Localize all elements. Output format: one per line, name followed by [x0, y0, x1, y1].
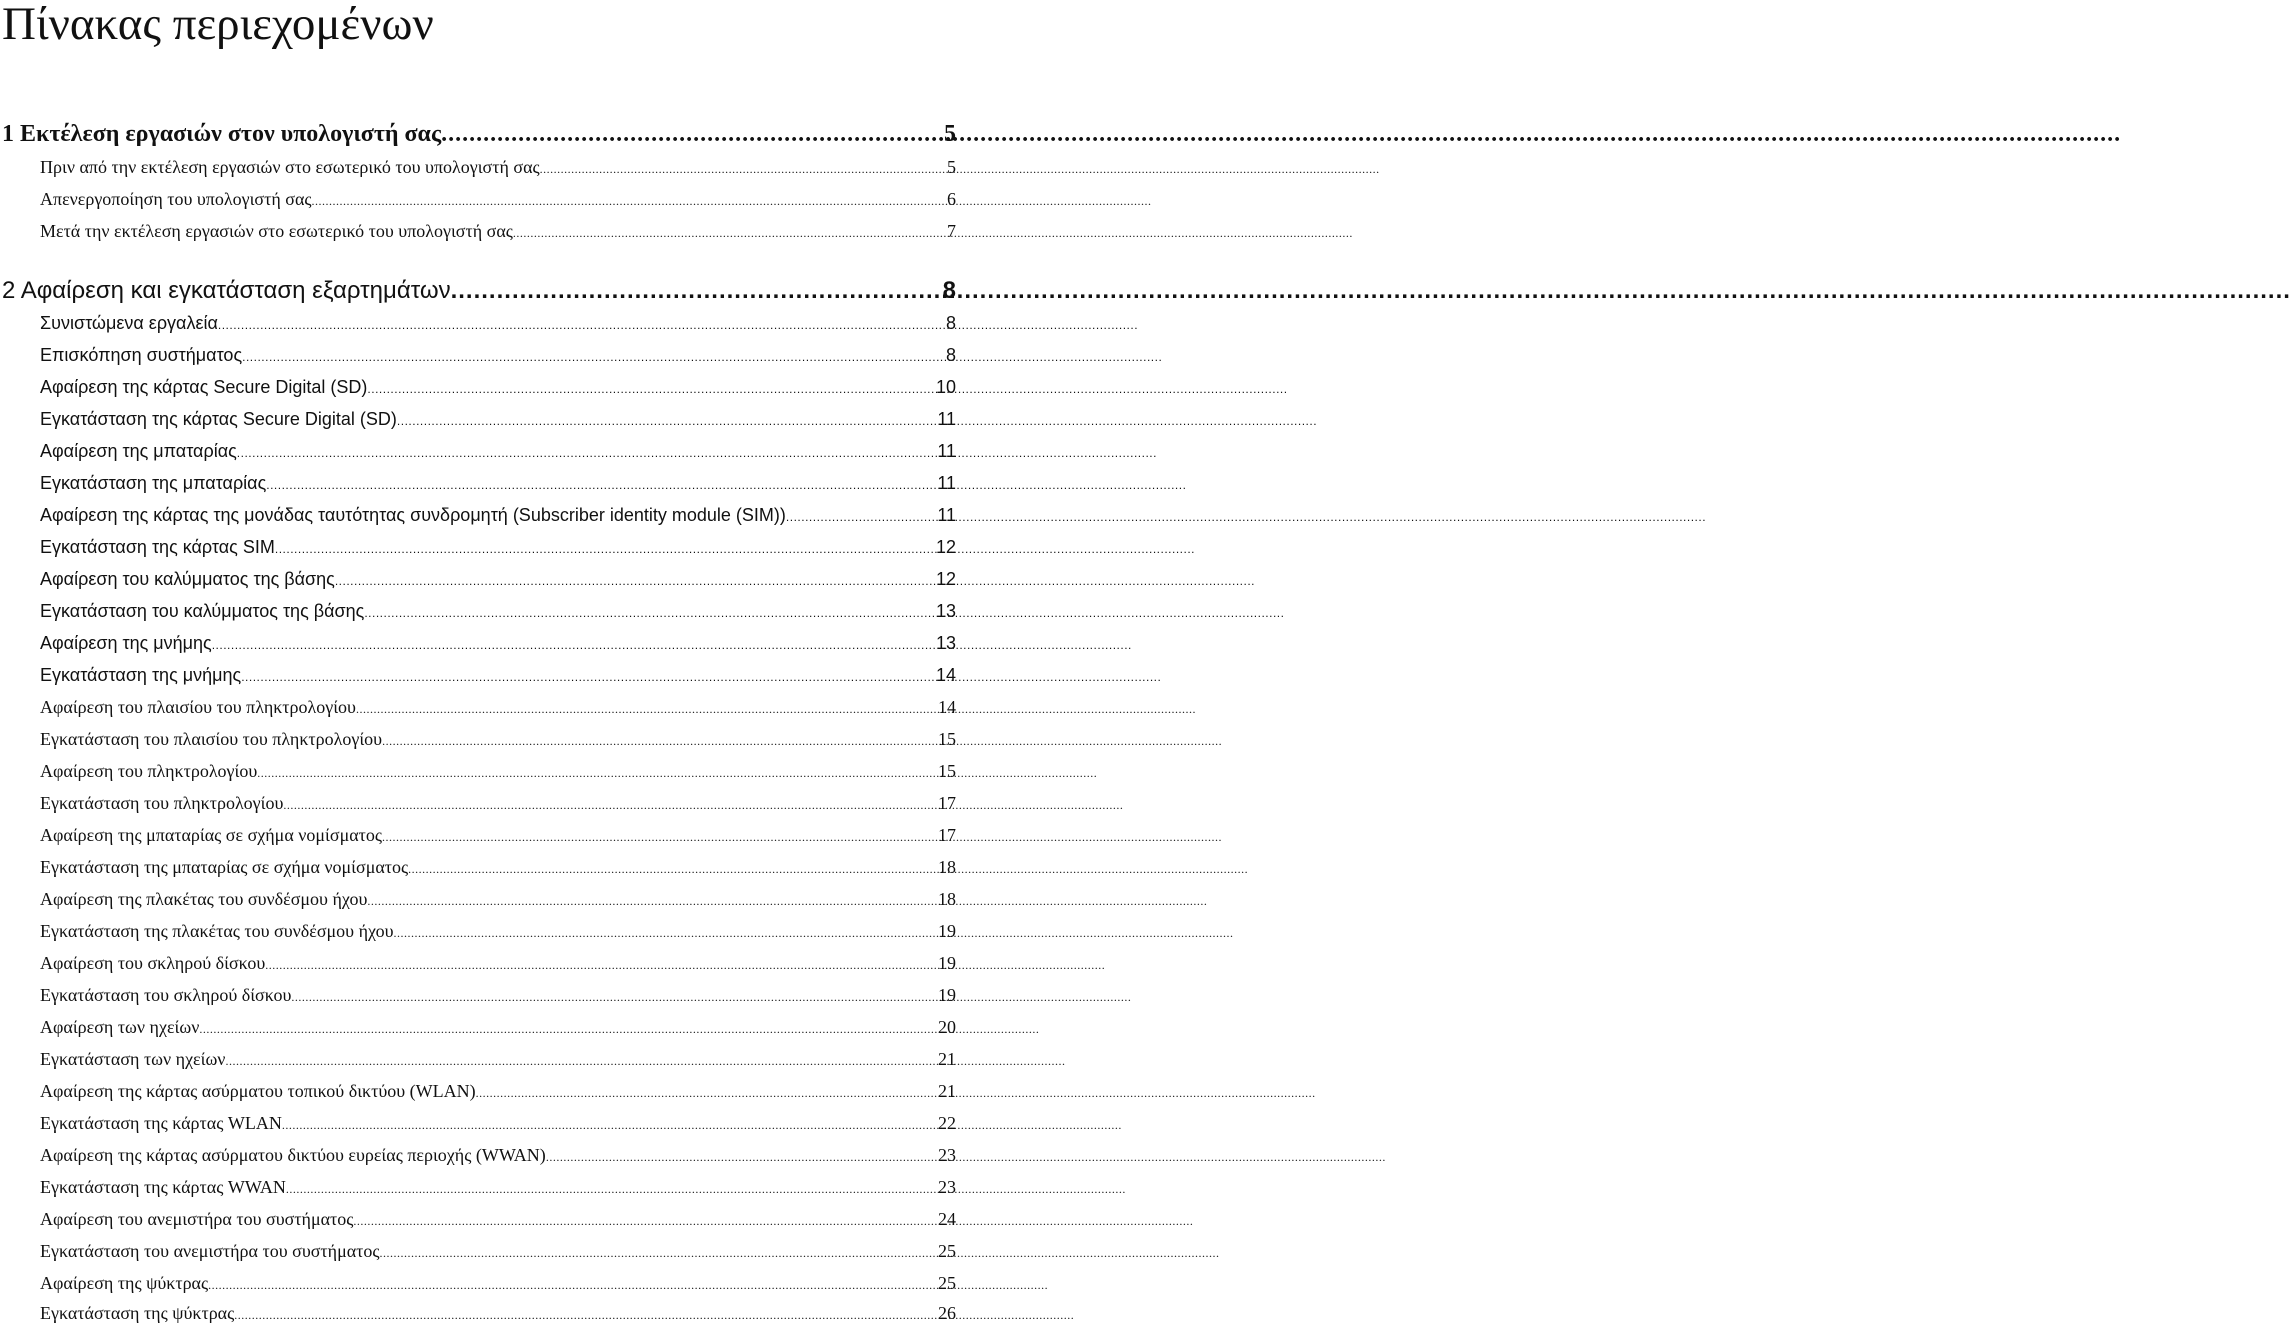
toc-page-number: 8: [945, 345, 956, 365]
toc-entry-label: Αφαίρεση της πλακέτας του συνδέσμου ήχου: [40, 889, 368, 909]
toc-page-number: 14: [935, 665, 956, 685]
toc-leader-dots: [367, 375, 934, 403]
toc-entry[interactable]: [40, 917, 956, 945]
toc-entry[interactable]: [40, 725, 956, 753]
toc-entry-label: Επισκόπηση συστήματος: [40, 345, 243, 365]
toc-page-number: 5: [944, 121, 956, 147]
toc-chapter-2[interactable]: [2, 274, 956, 308]
toc-leader-dots: [234, 1301, 936, 1329]
toc-entry-label: Εγκατάσταση του σκληρού δίσκου: [40, 985, 292, 1005]
toc-leader-dots: [242, 343, 944, 371]
toc-entry[interactable]: [40, 885, 956, 913]
toc-entry[interactable]: [40, 661, 956, 689]
toc-page-number: 5: [947, 157, 956, 177]
toc-entry[interactable]: [40, 1109, 956, 1137]
toc-entry-label: Εγκατάσταση της κάρτας WWAN: [40, 1177, 286, 1197]
toc-entry[interactable]: [40, 757, 956, 785]
toc-page-number: 11: [937, 505, 956, 525]
toc-page-number: 23: [938, 1177, 956, 1197]
toc-entry[interactable]: [40, 1173, 956, 1201]
toc-page-number: 17: [938, 793, 956, 813]
toc-page-number: 17: [938, 825, 956, 845]
toc-leader-dots: [380, 1239, 936, 1267]
toc-leader-dots: [225, 1047, 936, 1075]
toc-entry-label: Αφαίρεση της μπαταρίας σε σχήμα νομίσματος: [40, 825, 383, 845]
toc-leader-dots: [241, 663, 934, 691]
toc-entry-label: Πριν από την εκτέλεση εργασιών στο εσωτερικό του υπολογιστή σας: [40, 157, 540, 177]
toc-entry-label: Αφαίρεση της ψύκτρας: [40, 1273, 209, 1293]
toc-leader-dots: [257, 759, 936, 787]
toc-chapter-label: 2 Αφαίρεση και εγκατάσταση εξαρτημάτων: [2, 277, 451, 304]
toc-page-number: 23: [938, 1145, 956, 1165]
toc-chapter-label: 1 Εκτέλεση εργασιών στον υπολογιστή σας: [2, 121, 442, 147]
toc-entry-label: Εγκατάσταση του καλύμματος της βάσης: [40, 601, 365, 621]
toc-entry[interactable]: [40, 1237, 956, 1265]
toc-leader-dots: [367, 887, 936, 915]
toc-entry[interactable]: [40, 185, 956, 213]
toc-entry[interactable]: [40, 217, 956, 245]
toc-entry-label: Αφαίρεση της κάρτας ασύρματου δικτύου ευρείας περιοχής (WWAN): [40, 1145, 546, 1165]
toc-entry[interactable]: [40, 1269, 956, 1297]
toc-entry-label: Αφαίρεση του πλαισίου του πληκτρολογίου: [40, 697, 356, 717]
toc-entry[interactable]: [40, 373, 956, 401]
toc-page-number: 24: [938, 1209, 956, 1229]
toc-page-number: 25: [938, 1273, 956, 1293]
toc-leader-dots: [265, 951, 936, 979]
toc-leader-dots: [283, 791, 936, 819]
toc-page-number: 13: [935, 601, 956, 621]
toc-page-number: 10: [935, 377, 956, 397]
toc-page-number: 19: [938, 953, 956, 973]
toc-entry[interactable]: [40, 789, 956, 817]
toc-page-number: 19: [938, 985, 956, 1005]
toc-entry-label: Εγκατάσταση του πληκτρολογίου: [40, 793, 284, 813]
toc-page-number: 26: [938, 1303, 956, 1323]
toc-leader-dots: [546, 1143, 936, 1171]
toc-leader-dots: [451, 274, 941, 308]
toc-entry[interactable]: [40, 949, 956, 977]
toc-entry[interactable]: [40, 1299, 956, 1327]
toc-page-number: 12: [935, 537, 956, 557]
toc-entry-label: Αφαίρεση των ηχείων: [40, 1017, 200, 1037]
toc-leader-dots: [356, 695, 936, 723]
toc-entry[interactable]: [40, 565, 956, 593]
toc-entry-label: Εγκατάσταση του πλαισίου του πληκτρολογίου: [40, 729, 383, 749]
toc-leader-dots: [476, 1079, 936, 1107]
toc-entry-label: Εγκατάσταση της μνήμης: [40, 665, 242, 685]
toc-entry-label: Εγκατάσταση της ψύκτρας: [40, 1303, 235, 1323]
toc-page-number: 14: [938, 697, 956, 717]
toc-entry[interactable]: [40, 437, 956, 465]
toc-page-number: 21: [938, 1081, 956, 1101]
toc-entry[interactable]: [40, 469, 956, 497]
toc-leader-dots: [212, 631, 934, 659]
toc-entry-label: Αφαίρεση της μπαταρίας: [40, 441, 237, 461]
toc-page-number: 11: [937, 409, 956, 429]
toc-entry-label: Αφαίρεση του πληκτρολογίου: [40, 761, 258, 781]
toc-entry-label: Συνιστώμενα εργαλεία: [40, 313, 218, 333]
toc-leader-dots: [291, 983, 936, 1011]
toc-leader-dots: [441, 117, 942, 151]
toc-entry-label: Αφαίρεση της κάρτας Secure Digital (SD): [40, 377, 368, 397]
toc-page-number: 18: [938, 889, 956, 909]
toc-leader-dots: [218, 311, 944, 339]
toc-leader-dots: [364, 599, 934, 627]
toc-entry-label: Εγκατάσταση του ανεμιστήρα του συστήματος: [40, 1241, 380, 1261]
toc-leader-dots: [382, 727, 936, 755]
toc-entry-label: Μετά την εκτέλεση εργασιών στο εσωτερικό του υπολογιστή σας: [40, 221, 513, 241]
toc-leader-dots: [408, 855, 936, 883]
toc-entry[interactable]: [40, 1077, 956, 1105]
toc-leader-dots: [282, 1111, 936, 1139]
toc-leader-dots: [208, 1271, 936, 1299]
toc-entry-label: Εγκατάσταση της μπαταρίας σε σχήμα νομίσματος: [40, 857, 409, 877]
toc-entry[interactable]: [40, 1013, 956, 1041]
toc-page-number: 25: [938, 1241, 956, 1261]
toc-entry[interactable]: [40, 693, 956, 721]
toc-entry[interactable]: [40, 153, 956, 181]
toc-entry[interactable]: [40, 981, 956, 1009]
toc-entry-label: Αφαίρεση της κάρτας της μονάδας ταυτότητας συνδρομητή (Subscriber identity module (SIM)): [40, 505, 786, 525]
toc-leader-dots: [275, 535, 934, 563]
toc-leader-dots: [786, 503, 935, 531]
toc-entry[interactable]: [40, 629, 956, 657]
toc-leader-dots: [382, 823, 936, 851]
toc-entry[interactable]: [40, 853, 956, 881]
toc-entry[interactable]: [40, 533, 956, 561]
toc-leader-dots: [353, 1207, 936, 1235]
toc-entry[interactable]: [40, 1045, 956, 1073]
toc-entry-label: Εγκατάσταση των ηχείων: [40, 1049, 226, 1069]
toc-entry[interactable]: [40, 1205, 956, 1233]
toc-leader-dots: [199, 1015, 936, 1043]
toc-entry[interactable]: [40, 341, 956, 369]
toc-entry[interactable]: [40, 597, 956, 625]
toc-leader-dots: [394, 919, 936, 947]
toc-page-number: 13: [935, 633, 956, 653]
toc-entry-label: Αφαίρεση του καλύμματος της βάσης: [40, 569, 335, 589]
toc-entry[interactable]: [40, 821, 956, 849]
toc-page-number: 8: [945, 313, 956, 333]
toc-leader-dots: [397, 407, 935, 435]
toc-entry[interactable]: [40, 501, 956, 529]
toc-page-number: 21: [938, 1049, 956, 1069]
toc-leader-dots: [286, 1175, 936, 1203]
table-of-contents: [0, 0, 960, 1328]
toc-entry-label: Εγκατάσταση της πλακέτας του συνδέσμου ήχου: [40, 921, 394, 941]
toc-page-number: 11: [937, 473, 956, 493]
toc-page-number: 12: [935, 569, 956, 589]
toc-entry-label: Εγκατάσταση της μπαταρίας: [40, 473, 267, 493]
toc-entry-label: Αφαίρεση του ανεμιστήρα του συστήματος: [40, 1209, 354, 1229]
toc-entry-label: Εγκατάσταση της κάρτας SIM: [40, 537, 275, 557]
toc-entry[interactable]: [40, 1141, 956, 1169]
toc-page-number: 6: [947, 189, 956, 209]
toc-entry[interactable]: [40, 309, 956, 337]
toc-leader-dots: [312, 187, 945, 215]
toc-entry-label: Αφαίρεση της μνήμης: [40, 633, 212, 653]
toc-page-number: 7: [947, 221, 956, 241]
toc-entry-label: Απενεργοποίηση του υπολογιστή σας: [40, 189, 312, 209]
toc-page-number: 20: [938, 1017, 956, 1037]
toc-leader-dots: [513, 219, 945, 247]
toc-chapter-1[interactable]: [2, 117, 956, 151]
toc-page-number: 19: [938, 921, 956, 941]
toc-entry-label: Αφαίρεση του σκληρού δίσκου: [40, 953, 266, 973]
toc-leader-dots: [335, 567, 934, 595]
toc-entry-label: Αφαίρεση της κάρτας ασύρματου τοπικού δικτύου (WLAN): [40, 1081, 476, 1101]
toc-leader-dots: [540, 155, 945, 183]
toc-page-number: 8: [942, 277, 956, 304]
toc-page-number: 18: [938, 857, 956, 877]
toc-page-number: 15: [938, 761, 956, 781]
toc-entry[interactable]: [40, 405, 956, 433]
toc-entry-label: Εγκατάσταση της κάρτας WLAN: [40, 1113, 282, 1133]
toc-leader-dots: [266, 471, 935, 499]
toc-page-number: 11: [937, 441, 956, 461]
toc-page-number: 22: [938, 1113, 956, 1133]
toc-leader-dots: [237, 439, 936, 467]
toc-page-number: 15: [938, 729, 956, 749]
page-title: Πίνακας περιεχομένων: [2, 0, 434, 50]
toc-entry-label: Εγκατάσταση της κάρτας Secure Digital (SD): [40, 409, 397, 429]
